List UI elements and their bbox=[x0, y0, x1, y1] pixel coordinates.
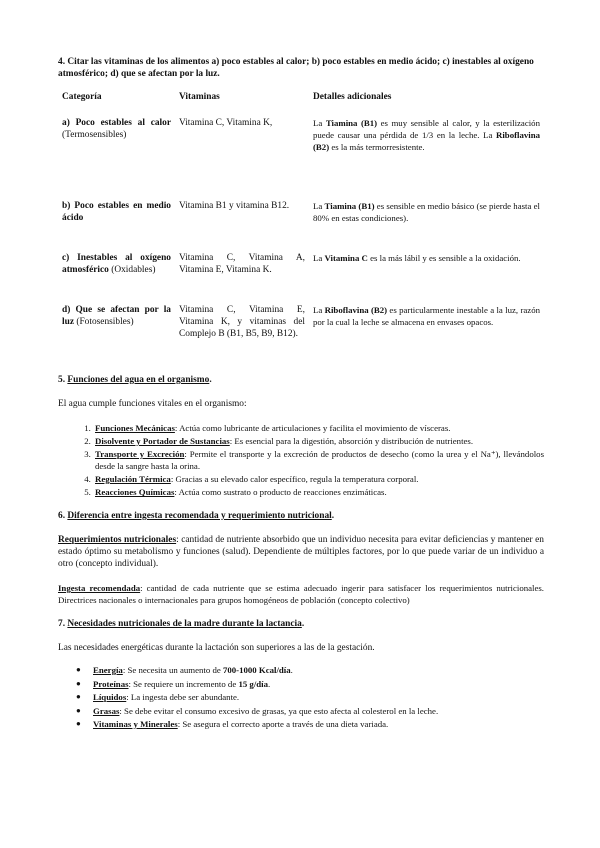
vitamins-table bbox=[58, 91, 544, 360]
item-label: Disolvente y Portador de Sustancias bbox=[95, 436, 230, 446]
lactation-needs-list bbox=[58, 664, 544, 730]
item-text: : Actúa como sustrato o producto de reacciones enzimáticas. bbox=[174, 487, 387, 497]
document-page bbox=[58, 57, 544, 732]
table-row bbox=[58, 117, 544, 200]
details-text: La bbox=[313, 253, 325, 263]
item-text: : Gracias a su elevado calor específico, regula la temperatura corporal. bbox=[170, 474, 419, 484]
header-categoria: Categoría bbox=[62, 92, 102, 102]
list-item bbox=[76, 664, 544, 676]
section5-intro: El agua cumple funciones vitales en el organismo: bbox=[58, 399, 247, 409]
section6-title bbox=[58, 510, 544, 522]
item-text: : Permite el transporte y la excreción de productos de desecho (como la urea y el Na⁺), llevándolos desde la sangre hasta la orina. bbox=[95, 449, 544, 471]
section5-number: 5. bbox=[58, 375, 68, 385]
section7-title bbox=[58, 618, 544, 630]
item-label: Grasas bbox=[93, 705, 120, 716]
bullet-icon: ● bbox=[76, 719, 81, 728]
cell-details bbox=[309, 304, 544, 360]
item-text: : Se asegura el correcto aporte a través de una dieta variada. bbox=[177, 719, 389, 729]
list-item bbox=[93, 473, 544, 485]
category-note: (Termosensibles) bbox=[62, 130, 127, 140]
paragraph-text: : cantidad de nutriente absorbido que un individuo necesita para evitar deficiencias y mantener en estado óptimo su metabolismo y funciones (salud). Dependiente de múltiples factores, por lo que puede variar de un individuo a otro (concepto individual). bbox=[58, 535, 544, 569]
item-text: : Se necesita un aumento de bbox=[122, 665, 223, 675]
cell-category bbox=[58, 117, 175, 200]
bullet-icon: ● bbox=[76, 705, 81, 715]
item-label: Reacciones Químicas bbox=[95, 487, 175, 497]
cell-vitamins: Vitamina C, Vitamina E, Vitamina K, y vitaminas del Complejo B (B1, B5, B9, B12). bbox=[179, 305, 305, 339]
item-label: Energía bbox=[93, 665, 123, 675]
water-functions-list bbox=[58, 422, 544, 498]
details-text: es particularmente inestable a la luz, razón por la cual la leche se almacena en envases opacos. bbox=[313, 305, 540, 327]
section5-title bbox=[58, 374, 544, 386]
item-label: Transporte y Excreción bbox=[95, 449, 185, 459]
header-detalles: Detalles adicionales bbox=[313, 92, 392, 102]
details-text: es la más termorresistente. bbox=[329, 142, 425, 152]
section7-title-end: . bbox=[301, 619, 305, 629]
paragraph-text: : cantidad de cada nutriente que se estima adecuado ingerir para satisfacer los requerimientos nutricionales. Directrices nacionales o internacionales para grupos homogéneos de población (concepto colectivo) bbox=[58, 583, 544, 605]
category-label: d) Que se afectan por la luz bbox=[62, 305, 171, 327]
list-item bbox=[76, 718, 544, 730]
category-note: (Fotosensibles) bbox=[73, 317, 134, 327]
bullet-icon: ● bbox=[76, 665, 81, 674]
item-text: : Se requiere un incremento de bbox=[128, 678, 239, 689]
cell-category bbox=[58, 304, 175, 360]
item-label: Líquidos bbox=[93, 692, 127, 702]
requerimientos-paragraph bbox=[58, 534, 544, 570]
list-item bbox=[76, 705, 544, 717]
table-row bbox=[58, 252, 544, 304]
cell-vitamins: Vitamina C, Vitamina A, Vitamina E, Vitamina K. bbox=[179, 253, 305, 275]
cell-category bbox=[58, 200, 175, 252]
list-item bbox=[93, 435, 544, 447]
details-text: La bbox=[313, 118, 326, 128]
ingesta-paragraph bbox=[58, 582, 544, 606]
item-label: Funciones Mecánicas bbox=[95, 423, 175, 433]
table-row bbox=[58, 200, 544, 252]
details-strong: Vitamina C bbox=[324, 253, 368, 263]
paragraph-label: Ingesta recomendada bbox=[58, 583, 141, 593]
list-item bbox=[93, 448, 544, 472]
list-item bbox=[93, 422, 544, 434]
item-text: : Actúa como lubricante de articulaciones y facilita el movimiento de vísceras. bbox=[174, 423, 451, 433]
item-label: Proteínas bbox=[93, 678, 129, 689]
item-text-end: . bbox=[290, 665, 293, 675]
section7-number: 7. bbox=[58, 619, 68, 629]
cell-details bbox=[309, 117, 544, 200]
item-text: : Se debe evitar el consumo excesivo de grasas, ya que esto afecta al colesterol en la leche. bbox=[119, 705, 439, 716]
details-strong: Riboflavina (B2) bbox=[313, 130, 540, 152]
item-text: : Es esencial para la digestión, absorción y distribución de nutrientes. bbox=[229, 436, 474, 446]
details-strong: Riboflavina (B2) bbox=[324, 305, 388, 315]
category-label: c) Inestables al oxígeno atmosférico bbox=[62, 253, 171, 275]
cell-vitamins: Vitamina C, Vitamina K, bbox=[179, 118, 273, 128]
cell-vitamins: Vitamina B1 y vitamina B12. bbox=[179, 201, 290, 211]
category-label: b) Poco estables en medio ácido bbox=[62, 201, 171, 223]
cell-details bbox=[309, 252, 544, 304]
details-text: es sensible en medio básico (se pierde hasta el 80% en estas condiciones). bbox=[313, 201, 540, 223]
item-text: : La ingesta debe ser abundante. bbox=[126, 692, 240, 702]
section6-number: 6. bbox=[58, 511, 68, 521]
table-row bbox=[58, 304, 544, 360]
item-strong: 700-1000 Kcal/día bbox=[222, 665, 291, 675]
section5-title-text: Funciones del agua en el organismo bbox=[67, 375, 210, 385]
details-text: es la más lábil y es sensible a la oxidación. bbox=[367, 253, 521, 263]
section6-title-text: Diferencia entre ingesta recomendada y requerimiento nutricional bbox=[67, 511, 332, 521]
paragraph-label: Requerimientos nutricionales bbox=[58, 535, 177, 545]
category-note: (Oxidables) bbox=[108, 265, 156, 275]
bullet-icon: ● bbox=[76, 692, 81, 701]
details-text: La bbox=[313, 305, 325, 315]
item-label: Regulación Térmica bbox=[95, 474, 171, 484]
details-text: La bbox=[313, 201, 325, 211]
item-label: Vitaminas y Minerales bbox=[93, 719, 178, 729]
item-text-end: . bbox=[268, 678, 271, 689]
details-strong: Tiamina (B1) bbox=[325, 118, 378, 128]
table-header-row bbox=[58, 91, 544, 117]
details-text: es muy sensible al calor, y la esterilización puede causar una pérdida de 1/3 en la leche. La bbox=[313, 118, 540, 140]
section7-intro: Las necesidades energéticas durante la lactación son superiores a las de la gestación. bbox=[58, 643, 375, 653]
list-item bbox=[93, 486, 544, 498]
list-item bbox=[76, 678, 544, 690]
header-vitaminas: Vitaminas bbox=[179, 92, 220, 102]
bullet-icon: ● bbox=[76, 678, 81, 688]
item-strong: 15 g/día bbox=[238, 678, 269, 689]
section6-title-end: . bbox=[331, 511, 335, 521]
details-strong: Tiamina (B1) bbox=[324, 201, 375, 211]
section4-title: 4. Citar las vitaminas de los alimentos a) poco estables al calor; b) poco estables en medio ácido; c) inestables al oxígeno atmosférico; d) que se afectan por la luz. bbox=[58, 57, 534, 79]
list-item bbox=[76, 691, 544, 703]
category-label: a) Poco estables al calor bbox=[62, 118, 171, 128]
cell-details bbox=[309, 200, 544, 252]
section5-title-end: . bbox=[209, 375, 212, 385]
cell-category bbox=[58, 252, 175, 304]
section7-title-text: Necesidades nutricionales de la madre durante la lactancia bbox=[67, 619, 302, 629]
